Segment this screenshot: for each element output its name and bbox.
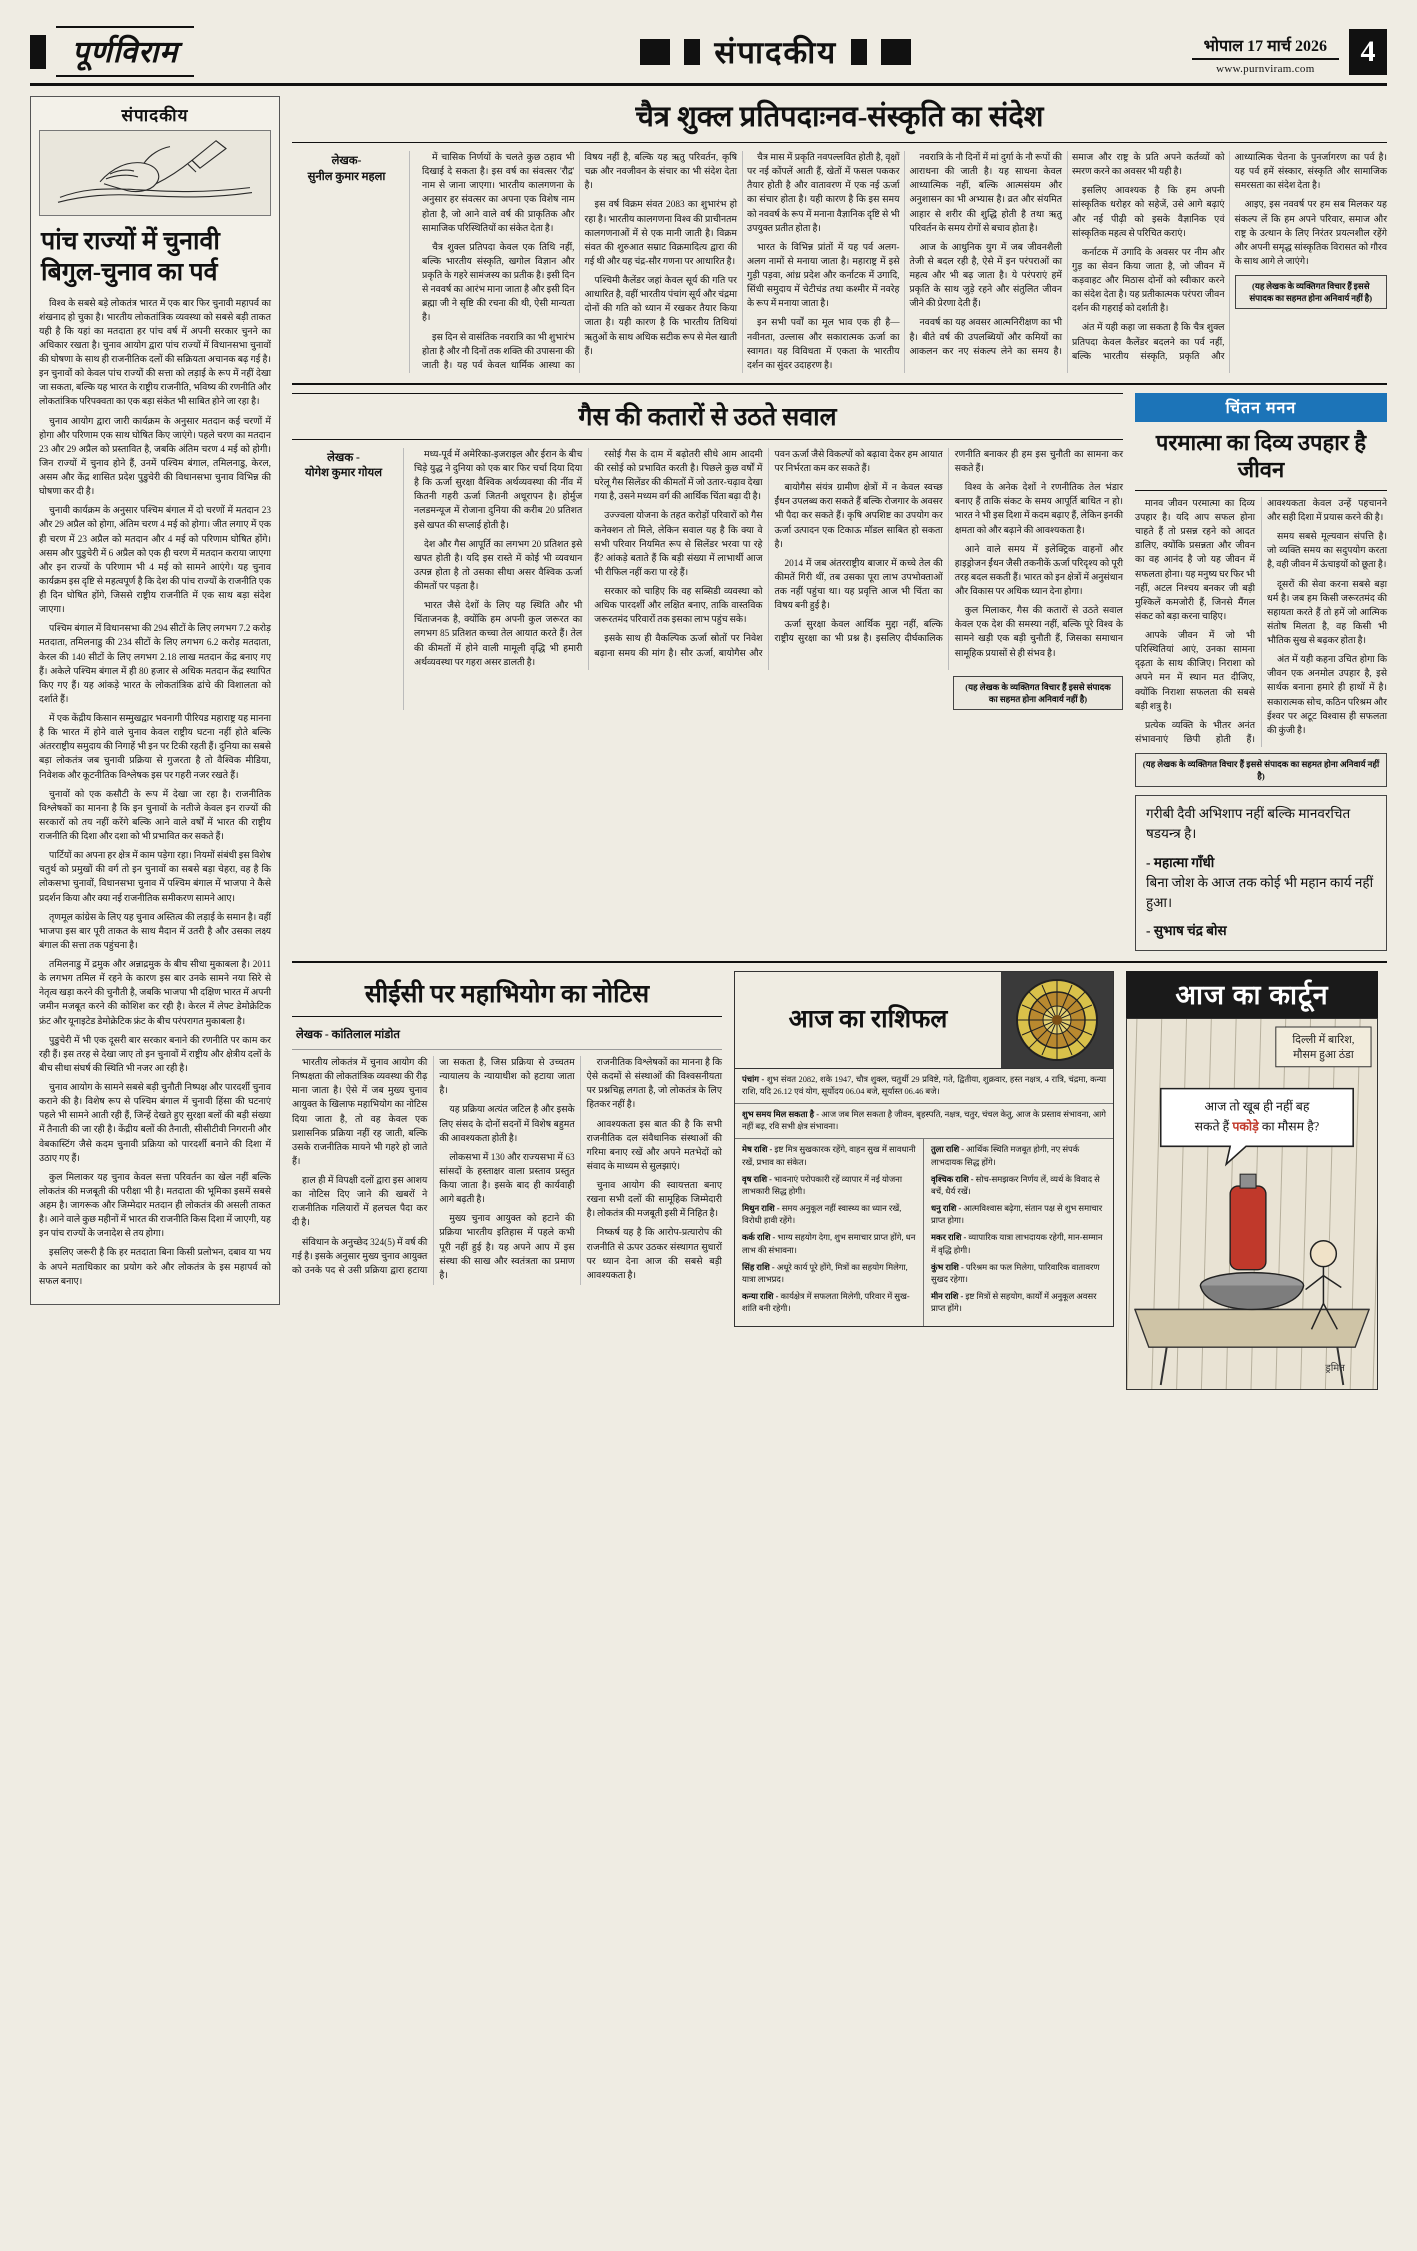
rashifal-section <box>734 971 1114 1390</box>
svg-text:सकते हैं पकोड़े का मौसम है?: सकते हैं पकोड़े का मौसम है? <box>1194 1118 1320 1133</box>
paragraph: इसलिए जरूरी है कि हर मतदाता बिना किसी प्रलोभन, दबाव या भय के अपने मताधिकार का प्रयोग करे और लोकतंत्र के इस महापर्व को सफल बनाए। <box>39 1248 271 1287</box>
website-url[interactable]: www.purnviram.com <box>1216 62 1315 75</box>
gas-byline <box>292 448 395 488</box>
rashifal-sign-text: आत्मविश्वास बढ़ेगा, संतान पक्ष से शुभ समाचार प्राप्त होगा। <box>931 1204 1103 1226</box>
rashifal-sign-name: धनु राशि - <box>931 1204 964 1214</box>
newspaper-logo: पूर्णविराम <box>56 26 194 77</box>
quote-author: - सुभाष चंद्र बोस <box>1146 923 1227 939</box>
good-time-block <box>735 1104 1113 1139</box>
paragraph: आज के आधुनिक युग में जब जीवनशैली तेजी से बदल रही है, ऐसे में इन परंपराओं का महत्व और भी बढ़ जाता है। ये परंपराएं हमें प्रकृति के साथ जुड़े रहने और संतुलित जीवन जीने की प्रेरणा देती हैं। <box>909 242 1062 310</box>
rashifal-sign-text: इष्ट मित्र सुखकारक रहेंगे, वाहन सुख में सावधानी रखें, प्रभाव का संकेत। <box>742 1145 916 1167</box>
editorial-headline: पांच राज्यों में चुनावी बिगुल-चुनाव का पर्व <box>41 228 220 287</box>
rashifal-sign-name: वृष राशि - <box>742 1174 775 1184</box>
rashifal-sign-text: अधूरे कार्य पूरे होंगे, मित्रों का सहयोग मिलेगा, यात्रा लाभप्रद। <box>742 1262 908 1284</box>
rashifal-item <box>931 1174 1106 1198</box>
quote-author: - महात्मा गाँधी <box>1146 854 1215 870</box>
chintan-headline: परमात्मा का दिव्य उपहार है जीवन <box>1135 422 1387 491</box>
paragraph: आवश्यकता इस बात की है कि सभी राजनीतिक दल संवैधानिक संस्थाओं की गरिमा बनाए रखें और अपने मतभेदों को संवाद के माध्यम से सुलझाएं। <box>586 1119 722 1172</box>
chintan-note: (यह लेखक के व्यक्तिगत विचार हैं इससे संपादक का सहमत होना अनिवार्य नहीं है) <box>1135 753 1387 787</box>
lead-article <box>292 96 1387 373</box>
rashifal-sign-name: कर्क राशि - <box>742 1233 778 1243</box>
rashifal-sign-text: सोच-समझकर निर्णय लें, व्यर्थ के विवाद से बचें, धैर्य रखें। <box>931 1174 1100 1196</box>
second-row <box>292 393 1387 951</box>
chintan-body <box>1135 497 1387 747</box>
quote-text: गरीबी दैवी अभिशाप नहीं बल्कि मानवरचित षडयन्त्र है। <box>1146 806 1351 842</box>
quotes-box <box>1135 795 1387 951</box>
paragraph: हाल ही में विपक्षी दलों द्वारा इस आशय का नोटिस दिए जाने की खबरों ने राजनीतिक गलियारों में हलचल पैदा कर दी है। <box>292 1176 428 1229</box>
rashifal-sign-name: मकर राशि - <box>931 1233 969 1243</box>
paragraph: इन सभी पर्वों का मूल भाव एक ही है—नवीनता, उल्लास और सकारात्मक ऊर्जा का स्वागत। यह विविधता में एकता के भारतीय दर्शन का सुंदर उदाहरण है। <box>747 318 900 371</box>
masthead <box>30 26 1387 86</box>
paragraph: में एक केंद्रीय किसान सम्मुखद्वार भवनागी पीरियड महाराष्ट्र यह मानना है कि भारत में होने वाले चुनाव केवल राष्ट्रीय घटना नहीं होते बल्कि अंतरराष्ट्रीय समुदाय की निगाहें भी इन पर टिकी रहती हैं। दुनिया का सबसे बड़ा लोकतंत्र जब चुनावी प्रक्रिया से गुजरता है तो वैश्विक मीडिया, निवेशक और कूटनीतिक विश्लेषक इस पर गहरी नजर रखते हैं। <box>39 714 271 781</box>
rashifal-header <box>735 972 1113 1069</box>
gas-article <box>292 393 1123 951</box>
article-divider-1 <box>292 383 1387 385</box>
cartoon-section <box>1126 971 1378 1390</box>
decor-block-right <box>881 39 911 65</box>
paragraph: में चासिक निर्णयों के चलते कुछ ठहाव भी दिखाई दे सकता है। इस वर्ष का संवत्सर 'रौद्र' नाम से जाना जाएगा। भारतीय कालगणना के अनुसार हर संवत्सर का अपना एक विशेष नाम होता है, जो आने वाले वर्ष की प्राकृतिक और सामाजिक परिस्थितियों का संकेत देता है। <box>422 153 575 234</box>
editorial-column <box>30 96 280 1390</box>
paragraph: इस दिन से वासंतिक नवरात्रि का भी शुभारंभ होता है और नौ दिनों तक शक्ति की उपासना की जाती है। यह पर्व केवल धार्मिक आस्था का विषय नहीं है, बल्कि यह ऋतु परिवर्तन, कृषि चक्र और नवजीवन के संचार का भी संदेश देता है। <box>422 153 737 371</box>
paragraph: तृणमूल कांग्रेस के लिए यह चुनाव अस्तित्व की लड़ाई के समान है। वहीं भाजपा इस बार पूरी ताकत के साथ मैदान में उतरी है और उसका लक्ष्य बंगाल की सत्ता तक पहुंचना है। <box>39 912 271 951</box>
rashifal-sign-name: कुंभ राशि - <box>931 1262 966 1272</box>
gas-headline: गैस की कतारों से उठते सवाल <box>292 393 1123 440</box>
rashifal-item <box>742 1174 916 1198</box>
rashifal-item <box>931 1262 1106 1286</box>
paragraph: 2014 में जब अंतरराष्ट्रीय बाजार में कच्चे तेल की कीमतें गिरी थीं, तब उसका पूरा लाभ उपभोक्ताओं तक नहीं पहुंचा था। यह प्रवृत्ति आज भी चिंता का विषय बनी हुई है। <box>774 558 943 612</box>
decor-block-left2 <box>684 39 700 65</box>
rashifal-sign-name: मीन राशि - <box>931 1292 966 1302</box>
paragraph: प्रत्येक व्यक्ति के भीतर अनंत संभावनाएं छिपी होती हैं। आवश्यकता केवल उन्हें पहचानने और सही दिशा में प्रयास करने की है। <box>1135 498 1387 745</box>
lead-byline-name: सुनील कुमार महला <box>307 170 386 183</box>
paragraph: कुल मिलाकर यह चुनाव केवल सत्ता परिवर्तन का खेल नहीं बल्कि लोकतंत्र की मजबूती की परीक्षा भी है। मतदाता की भूमिका इसमें सबसे अहम है। जागरूक और जिम्मेदार मतदान ही लोकतंत्र की असली ताकत है। आने वाले कुछ महीनों में भारत की राजनीति किस दिशा में जाएगी, यह इन पांच राज्यों के जनादेश से तय होगा। <box>39 1172 271 1240</box>
svg-text:आज तो खूब ही नहीं बह: आज तो खूब ही नहीं बह <box>1204 1099 1310 1114</box>
rashifal-sign-name: मेष राशि - <box>742 1145 775 1155</box>
rashifal-sign-text: व्यापारिक यात्रा लाभदायक रहेगी, मान-सम्मान में वृद्धि होगी। <box>931 1233 1103 1255</box>
paragraph: चैत्र मास में प्रकृति नवपल्लवित होती है, वृक्षों पर नई कोंपलें आती हैं, खेतों में फसल पककर तैयार होती है और वातावरण में एक नई ऊर्जा का संचार होता है। यही कारण है कि इस समय को नववर्ष के रूप में मनाना वैज्ञानिक दृष्टि से भी उपयुक्त प्रतीत होता है। <box>747 153 900 234</box>
lead-headline: चैत्र शुक्ल प्रतिपदाःनव-संस्कृति का संदेश <box>292 96 1387 143</box>
svg-text:ड्रमित: ड्रमित <box>1325 1362 1345 1374</box>
paragraph: मध्य-पूर्व में अमेरिका-इजराइल और ईरान के बीच चिड़े युद्ध ने दुनिया को एक बार फिर चर्चा दिया दिया है कि ऊर्जा सुरक्षा वैश्विक अर्थव्यवस्था की नींव में कितनी गहरी ऊर्जा जितनी अधूरापन है। होर्मुज नलडमन्यूज में रोजाना दुनिया की करीब 20 प्रतिशत इसे खपत की सप्लाई होती है। <box>414 449 583 531</box>
svg-text:दिल्ली में बारिश,: दिल्ली में बारिश, <box>1292 1033 1355 1046</box>
main-content <box>30 96 1387 1390</box>
cec-byline-name: कांतिलाल मांडोत <box>331 1028 400 1041</box>
paragraph: इसलिए आवश्यक है कि हम अपनी सांस्कृतिक धरोहर को सहेजें, उसे आगे बढ़ाएं और नई पीढ़ी को इसके वैज्ञानिक एवं सांस्कृतिक महत्व से परिचित कराएं। <box>1072 186 1225 239</box>
cartoon-title: आज का कार्टून <box>1126 971 1378 1018</box>
decor-block-left <box>640 39 670 65</box>
paragraph: पश्चिमी कैलेंडर जहां केवल सूर्य की गति पर आधारित है, वहीं भारतीय पंचांग सूर्य और चंद्रमा दोनों की गति को ध्यान में रखकर तैयार किया जाता है। यही कारण है कि भारतीय तिथियां ऋतुओं के साथ अधिक सटीक रूप से मेल खाती हैं। <box>584 276 737 357</box>
rashifal-sign-name: मिथुन राशि - <box>742 1204 782 1214</box>
paragraph: आइए, इस नववर्ष पर हम सब मिलकर यह संकल्प लें कि हम अपने परिवार, समाज और राष्ट्र के उत्थान के लिए निरंतर प्रयत्नशील रहेंगे और अपनी समृद्ध सांस्कृतिक विरासत को गौरव के साथ आगे ले जाएंगे। <box>1234 200 1387 267</box>
svg-text:मौसम हुआ ठंडा: मौसम हुआ ठंडा <box>1293 1048 1354 1061</box>
paragraph: आपके जीवन में जो भी परिस्थितियां आएं, उनका सामना दृढ़ता के साथ कीजिए। निराशा को अपने मन में स्थान मत दीजिए, क्योंकि निराशा सफलता की सबसे बड़ी शत्रु है। <box>1135 631 1255 712</box>
panchang-block <box>735 1069 1113 1104</box>
paragraph: संविधान के अनुच्छेद 324(5) में वर्ष की गई है। इसके अनुसार मुख्य चुनाव आयुक्त को उनके पद से उसी प्रक्रिया द्वारा हटाया जा सकता है, जिस प्रक्रिया से उच्चतम न्यायालय के न्यायाधीश को हटाया जाता है। <box>292 1058 575 1276</box>
paragraph: मुख्य चुनाव आयुक्त को हटाने की प्रक्रिया भारतीय इतिहास में पहले कभी पूरी नहीं हुई है। यह अपने आप में इस संस्था की साख और स्वतंत्रता का प्रमाण है। <box>439 1214 575 1281</box>
chintan-manan-box <box>1135 393 1387 951</box>
paragraph: पश्चिम बंगाल में विधानसभा की 294 सीटों के लिए लगभग 7.2 करोड़ मतदाता, तमिलनाडु की 234 सीटों के लिए लगभग 6.2 करोड़ मतदाता, केरल की 140 सीटों के लिए लगभग 2.18 लाख मतदान केंद्र बनाए गए हैं। अकेले पश्चिम बंगाल में ही 80 हजार से अधिक मतदान केंद्र स्थापित किए गए हैं। यह आंकड़े भारत के लोकतांत्रिक ढांचे की विशालता को दर्शाते हैं। <box>39 624 271 705</box>
zodiac-wheel-icon <box>1001 972 1113 1068</box>
quote-text: बिना जोश के आज तक कोई भी महान कार्य नहीं हुआ। <box>1146 874 1374 911</box>
masthead-left <box>30 26 360 77</box>
quote-item <box>1146 804 1376 873</box>
paragraph: सरकार को चाहिए कि वह सब्सिडी व्यवस्था को अधिक पारदर्शी और लक्षित बनाए, ताकि वास्तविक जरूरतमंद परिवारों तक इसका लाभ पहुंच सके। <box>594 587 763 626</box>
paragraph: भारतीय लोकतंत्र में चुनाव आयोग की निष्पक्षता की लोकतांत्रिक व्यवस्था की रीढ़ माना जाता है। ऐसे में जब मुख्य चुनाव आयुक्त के खिलाफ महाभियोग का नोटिस दिया जाता है, तो वह केवल एक प्रशासनिक प्रक्रिया नहीं रह जाती, बल्कि उसके राजनीतिक मायने भी गहरे हो जाते हैं। <box>292 1058 428 1167</box>
cec-headline: सीईसी पर महाभियोग का नोटिस <box>292 971 722 1017</box>
paragraph: चुनाव आयोग की स्वायत्तता बनाए रखना सभी दलों की सामूहिक जिम्मेदारी है। लोकतंत्र की मजबूती इसी में निहित है। <box>586 1181 722 1220</box>
paragraph: ऊर्जा सुरक्षा केवल आर्थिक मुद्दा नहीं, बल्कि राष्ट्रीय सुरक्षा का भी प्रश्न है। इसलिए दीर्घकालिक रणनीति बनाकर ही हम इस चुनौती का सामना कर सकते हैं। <box>774 449 1123 645</box>
paragraph: इसके साथ ही वैकल्पिक ऊर्जा स्रोतों पर निवेश बढ़ाना समय की मांग है। सौर ऊर्जा, बायोगैस और पवन ऊर्जा जैसे विकल्पों को बढ़ावा देकर हम आयात पर निर्भरता कम कर सकते हैं। <box>594 449 943 659</box>
rashifal-item <box>931 1144 1106 1168</box>
paragraph: कुल मिलाकर, गैस की कतारों से उठते सवाल केवल एक देश की समस्या नहीं, बल्कि पूरे विश्व के सामने खड़ी एक बड़ी चुनौती हैं, जिसका समाधान सामूहिक प्रयासों से ही संभव है। <box>954 606 1123 659</box>
rashifal-item <box>742 1291 916 1315</box>
masthead-right <box>1192 29 1387 75</box>
rashifal-sign-text: आर्थिक स्थिति मजबूत होगी, नए संपर्क लाभदायक सिद्ध होंगे। <box>931 1145 1080 1167</box>
paragraph: रसोई गैस के दाम में बढ़ोतरी सीधे आम आदमी की रसोई को प्रभावित करती है। पिछले कुछ वर्षों में घरेलू गैस सिलेंडर की कीमतों में जो उतार-चढ़ाव देखा गया है, उसने मध्यम वर्ग की आर्थिक चिंता बढ़ा दी है। <box>594 449 763 503</box>
rashifal-sign-name: कन्या राशि - <box>742 1292 781 1302</box>
rashifal-item <box>742 1262 916 1286</box>
paragraph: नववर्ष का यह अवसर आत्मनिरीक्षण का भी है। बीते वर्ष की उपलब्धियों और कमियों का आकलन कर नए संकल्प लेने का समय है। समाज और राष्ट्र के प्रति अपने कर्तव्यों को स्मरण करने का अवसर भी यही है। <box>909 153 1225 357</box>
lead-byline <box>292 151 401 191</box>
cec-article <box>292 971 722 1390</box>
lead-article-note: (यह लेखक के व्यक्तिगत विचार हैं इससे संपादक का सहमत होना अनिवार्य नहीं है) <box>1235 275 1388 309</box>
panchang-heading: पंचांग - <box>742 1074 765 1084</box>
paragraph: लोकसभा में 130 और राज्यसभा में 63 सांसदों के हस्ताक्षर वाला प्रस्ताव प्रस्तुत किया जाता है। इसके बाद ही कार्यवाही आगे बढ़ती है। <box>439 1152 575 1206</box>
paragraph: तमिलनाडु में द्रमुक और अन्नाद्रमुक के बीच सीधा मुकाबला है। 2011 के लगभग तमिल में रहने के कारण इस बार उनके सामने नया सिरे से नेतृत्व खड़ा करने की चुनौती है, जबकि भाजपा भी दक्षिण भारत में अपनी जमीन मजबूत करने की कोशिश कर रही है। केरल में लेफ्ट डेमोक्रेटिक फ्रंट और यूनाइटेड डेमोक्रेटिक फ्रंट के बीच परंपरागत मुकाबला है। <box>39 960 271 1027</box>
good-time-text: आज जब मिल सकता है जीवन, बृहस्पति, नक्षत्र, चतुर, चंचल केतु, आज के प्रस्ताव संभावना, आगे नहीं बढ़, रवि सभी क्षेत्र संभावना। <box>742 1109 1106 1132</box>
paragraph: यह प्रक्रिया अत्यंत जटिल है और इसके लिए संसद के दोनों सदनों में विशेष बहुमत की आवश्यकता होती है। <box>439 1105 575 1144</box>
page-section-title: संपादकीय <box>714 34 838 70</box>
paragraph: दूसरों की सेवा करना सबसे बड़ा धर्म है। जब हम किसी जरूरतमंद की सहायता करते हैं तो हमें जो आत्मिक संतोष मिलता है, वह किसी भी भौतिक सुख से बढ़कर होता है। <box>1267 579 1387 646</box>
rashifal-sign-text: भाग्य सहयोग देगा, शुभ समाचार प्राप्त होंगे, धन लाभ की संभावना। <box>742 1233 916 1255</box>
gas-byline-name: योगेश कुमार गोयल <box>304 467 382 480</box>
rashifal-sign-text: भावनाएं परोपकारी रहें व्यापार में नई योजना लाभकारी सिद्ध होगी। <box>742 1174 903 1196</box>
quote-item <box>1146 873 1376 942</box>
rashifal-sign-text: समय अनुकूल नहीं स्वास्थ्य का ध्यान रखें, विरोधी हावी रहेंगे। <box>742 1204 902 1226</box>
rashifal-sign-text: इष्ट मित्रों से सहयोग, कार्यों में अनुकूल अवसर प्राप्त होंगे। <box>931 1292 1097 1314</box>
rashifal-item <box>931 1291 1106 1315</box>
paragraph: आने वाले समय में इलेक्ट्रिक वाहनों और हाइड्रोजन ईंधन जैसी तकनीकें ऊर्जा परिदृश्य को पूरी तरह बदल सकती हैं। भारत को इन क्षेत्रों में अनुसंधान और विकास पर अधिक ध्यान देना होगा। <box>954 544 1123 597</box>
editorial-body <box>39 297 271 1289</box>
cartoon-image <box>1126 1018 1378 1390</box>
gas-article-note: (यह लेखक के व्यक्तिगत विचार हैं इससे संपादक का सहमत होना अनिवार्य नहीं है) <box>953 676 1123 710</box>
paragraph: कर्नाटक में उगादि के अवसर पर नीम और गुड़ का सेवन किया जाता है, जो जीवन में कड़वाहट और मिठास दोनों को स्वीकार करने का संदेश देता है। यह प्रतीकात्मक परंपरा जीवन दर्शन की गहराई को दर्शाती है। <box>1072 247 1225 315</box>
paragraph: विश्व के अनेक देशों ने रणनीतिक तेल भंडार बनाए हैं ताकि संकट के समय आपूर्ति बाधित न हो। भारत ने भी इस दिशा में कदम बढ़ाए हैं, लेकिन इनकी क्षमता को और बढ़ाने की आवश्यकता है। <box>954 483 1123 536</box>
bottom-row <box>292 961 1387 1390</box>
cec-byline-role: लेखक - <box>296 1028 329 1041</box>
decor-block-right2 <box>851 39 867 65</box>
paragraph: अंत में यही कहा जा सकता है कि चैत्र शुक्ल प्रतिपदा केवल कैलेंडर बदलने का पर्व नहीं, बल्कि भारतीय संस्कृति, प्रकृति और आध्यात्मिक चेतना के पुनर्जागरण का पर्व है। यह पर्व हमें संस्कार, संस्कृति और सामाजिक समरसता का संदेश देता है। <box>1072 153 1387 362</box>
rashifal-sign-text: परिश्रम का फल मिलेगा, पारिवारिक वातावरण सुखद रहेगा। <box>931 1262 1100 1284</box>
articles-column <box>292 96 1387 1390</box>
writing-hand-illustration <box>39 130 271 216</box>
paragraph: मानव जीवन परमात्मा का दिव्य उपहार है। यदि आप सफल होना चाहते हैं तो प्रसन्न रहने को आदत डालिए, क्योंकि प्रसन्नता और जीवन का वह आनंद है जो यह जीवन में सफलता होना। यह मनुष्य घर फिर भी नहीं, अटल निश्चय बनकर जी बड़ी मुश्किलें कमजोरी हैं, जिनसे मैंगल संकट को बड़ा करना चाहिए। <box>1135 498 1255 622</box>
paragraph: चुनाव आयोग के सामने सबसे बड़ी चुनौती निष्पक्ष और पारदर्शी चुनाव कराने की है। विशेष रूप से पश्चिम बंगाल में चुनावी हिंसा की घटनाएं पहले भी सामने आती रही हैं, जिन्हें देखते हुए सुरक्षा बलों की बड़ी संख्या में तैनाती की जा रही है। केंद्रीय बलों की तैनाती, सीसीटीवी निगरानी और वेबकास्टिंग जैसे कदम चुनावी प्रक्रिया को पारदर्शी बनाने की दिशा में उठाए गए हैं। <box>39 1083 271 1164</box>
gas-byline-role: लेखक - <box>327 451 360 464</box>
masthead-bar <box>30 35 46 69</box>
paragraph: अंत में यही कहना उचित होगा कि जीवन एक अनमोल उपहार है, इसे सार्थक बनाना हमारे ही हाथों में है। सकारात्मक सोच, कठिन परिश्रम और ईश्वर पर अटूट विश्वास ही सफलता की कुंजी है। <box>1267 655 1387 736</box>
paragraph: पार्टियों का अपना हर क्षेत्र में काम पड़ेगा रहा। नियमों संबंधी इस विशेष चतुर्थ को प्रमुखों की वर्ग तो इन चुनावों का सबसे बड़ा चेहरा, वह है कि लोकसभा चुनावों, विधानसभा चुनाव में पश्चिम बंगाल में भाजपा ने कैसे प्रदर्शन किया और क्या नई राजनीतिक समीकरण सामने आए। <box>39 851 271 904</box>
panchang-text: शुभ संवत 2082, शके 1947, चौत्र शुक्ल, चतुर्थी 29 प्रविष्टे, गते, द्वितीया, शुक्रवार, हस्त नक्षत्र, 4 रात्रि, चंद्रमा, कन्या राशि, यदि 26.12 एवं योग, सूर्योदय 06.04 बजे, सूर्यास्त 06.46 बजे। <box>742 1074 1107 1096</box>
chintan-band-label: चिंतन मनन <box>1135 393 1387 422</box>
paragraph: देश और गैस आपूर्ति का लगभग 20 प्रतिशत इसे खपत होती है। यदि इस रास्ते में कोई भी व्यवधान उत्पन्न होता है तो उसका सीधा असर वैश्विक ऊर्जा कीमतों पर पड़ता है। <box>414 539 583 592</box>
paragraph: चुनाव आयोग द्वारा जारी कार्यक्रम के अनुसार मतदान कई चरणों में होगा और परिणाम एक साथ घोषित किए जाएंगे। पहले चरण का मतदान 23 और 29 अप्रैल को प्रस्तावित है, जबकि अंतिम चरण 4 मई को होगी। जिन राज्यों में चुनाव होने हैं, उनमें पश्चिम बंगाल, तमिलनाडु, केरल, असम और केंद्र शासित प्रदेश पुडुचेरी की विधानसभा चुनाव विभिन्न की घोषणा कर दी है। <box>39 416 271 498</box>
lead-article-body <box>422 151 1387 373</box>
paragraph: उज्ज्वला योजना के तहत करोड़ों परिवारों को गैस कनेक्शन तो मिले, लेकिन सवाल यह है कि क्या वे सभी परिवार नियमित रूप से सिलेंडर भरवा पा रहे हैं? आंकड़े बताते हैं कि बड़ी संख्या में लाभार्थी आज भी रीफिल नहीं करा पा रहे हैं। <box>594 511 763 578</box>
rashifal-sign-name: सिंह राशि - <box>742 1262 777 1272</box>
gas-article-body <box>414 448 1123 670</box>
rashifal-item <box>931 1203 1106 1227</box>
rashifal-item <box>742 1232 916 1256</box>
paragraph: चुनावी कार्यक्रम के अनुसार पश्चिम बंगाल में दो चरणों में मतदान 23 और 29 अप्रैल को होगा, अंतिम चरण 4 मई को होगा। जीत लगाए में एक ही चरण में 23 अप्रैल को मतदान और 4 मई को परिणाम घोषित होंगे। असम और पुडुचेरी में 6 अप्रैल को एक ही चरण में मतदान कराया जाएगा और इन राज्यों के परिणाम भी 4 मई को सामने आएंगे। यह चुनाव कार्यक्रम इस दृष्टि से महत्वपूर्ण है कि देश की पांच राज्यों के राजनीति एक ही दिन घोषित होंगे, जिससे राष्ट्रीय राजनीति में एक साथ बड़ा संदेश जाएगा। <box>39 506 271 616</box>
paragraph: नवरात्रि के नौ दिनों में मां दुर्गा के नौ रूपों की आराधना की जाती है। यह साधना केवल आध्यात्मिक नहीं, बल्कि आत्मसंयम और अनुशासन का भी अभ्यास है। व्रत और संयमित आहार से शरीर की शुद्धि होती है तथा ऋतु परिवर्तन के समय रोगों से बचाव होता है। <box>909 153 1062 234</box>
rashifal-item <box>931 1232 1106 1256</box>
paragraph: भारत जैसे देशों के लिए यह स्थिति और भी चिंताजनक है, क्योंकि हम अपनी कुल जरूरत का लगभग 85 प्रतिशत कच्चा तेल आयात करते हैं। तेल की कीमतों में होने वाली मामूली वृद्धि भी हमारी अर्थव्यवस्था पर गहरा असर डालती है। <box>414 601 583 668</box>
paragraph: समय सबसे मूल्यवान संपत्ति है। जो व्यक्ति समय का सदुपयोग करता है, वही जीवन में ऊंचाइयों को छूता है। <box>1267 532 1387 571</box>
paragraph: पुडुचेरी में भी एक दूसरी बार सरकार बनाने की रणनीति पर काम कर रही हैं। इस तरह से देखा जाए तो इन चुनावों में राष्ट्रीय और क्षेत्रीय दलों के बीच सीधा संघर्ष की स्थिति भी नजर आ रही है। <box>39 1035 271 1074</box>
editorial-box <box>30 96 280 1305</box>
good-time-heading: शुभ समय मिल सकता है - <box>742 1109 820 1119</box>
lead-byline-role: लेखक- <box>331 155 362 167</box>
paragraph: निष्कर्ष यह है कि आरोप-प्रत्यारोप की राजनीति से ऊपर उठकर संस्थागत सुधारों पर ध्यान देना आज की सबसे बड़ी आवश्यकता है। <box>586 1228 722 1281</box>
paragraph: बायोगैस संयंत्र ग्रामीण क्षेत्रों में न केवल स्वच्छ ईंधन उपलब्ध करा सकते हैं बल्कि रोजगार के अवसर भी पैदा कर सकते हैं। कृषि अपशिष्ट का उपयोग कर ऊर्जा उत्पादन एक टिकाऊ मॉडल साबित हो सकता है। <box>774 483 943 550</box>
paragraph: राजनीतिक विश्लेषकों का मानना है कि ऐसे कदमों से संस्थाओं की विश्वसनीयता पर प्रश्नचिह्न लगता है, जो लोकतंत्र के लिए हितकर नहीं है। <box>586 1058 722 1111</box>
rashifal-sign-name: वृश्चिक राशि - <box>931 1174 976 1184</box>
dateline: भोपाल 17 मार्च 2026 <box>1192 34 1339 60</box>
cec-article-body <box>292 1056 722 1285</box>
rashifal-item <box>742 1144 916 1168</box>
paragraph: चुनावों को एक कसौटी के रूप में देखा जा रहा है। राजनीतिक विश्लेषकों का मानना है कि इन चुनावों के नतीजे केवल इन राज्यों की सरकारों को तय नहीं करेंगे बल्कि आने वाले वर्षों में भारत की राष्ट्रीय राजनीति की दिशा और दशा को भी प्रभावित कर सकते हैं। <box>39 789 271 842</box>
rashifal-left-column <box>735 1139 924 1325</box>
paragraph: इस वर्ष विक्रम संवत 2083 का शुभारंभ हो रहा है। भारतीय कालगणना विश्व की प्राचीनतम कालगणनाओं में से एक मानी जाती है। विक्रम संवत की शुरुआत सम्राट विक्रमादित्य द्वारा की गई थी और यह चंद्र-सौर गणना पर आधारित है। <box>584 200 737 267</box>
rashifal-right-column <box>924 1139 1113 1325</box>
paragraph: भारत के विभिन्न प्रांतों में यह पर्व अलग-अलग नामों से मनाया जाता है। महाराष्ट्र में इसे गुड़ी पड़वा, आंध्र प्रदेश और कर्नाटक में उगादि, सिंधी समुदाय में चेटीचंड तथा कश्मीर में नवरेह के रूप में मनाया जाता है। <box>747 242 900 310</box>
cec-byline <box>292 1025 722 1051</box>
page-number: 4 <box>1349 29 1387 75</box>
rashifal-title: आज का राशिफल <box>788 1005 948 1033</box>
paragraph: चैत्र शुक्ल प्रतिपदा केवल एक तिथि नहीं, बल्कि भारतीय संस्कृति, खगोल विज्ञान और प्रकृति के गहरे सामंजस्य का प्रतीक है। इसी दिन से नववर्ष का आरंभ माना जाता है और इसी दिन ब्रह्मा जी ने सृष्टि की रचना की थी, ऐसी मान्यता है। <box>422 242 575 324</box>
rashifal-sign-name: तुला राशि - <box>931 1145 967 1155</box>
rashifal-sign-text: कार्यक्षेत्र में सफलता मिलेगी, परिवार में सुख-शांति बनी रहेगी। <box>742 1292 910 1314</box>
paragraph: विश्व के सबसे बड़े लोकतंत्र भारत में एक बार फिर चुनावी महापर्व का शंखनाद हो चुका है। भारतीय लोकतांत्रिक व्यवस्था को सबसे बड़ी ताकत यही है कि यहां का मतदाता हर पांच वर्ष में अपनी सरकार चुनने का अधिकार रखता है। चुनाव आयोग द्वारा पांच राज्यों में विधानसभा चुनावों की घोषणा के साथ ही राजनीतिक दलों की सक्रियता अचानक बढ़ गई है। इन चुनावों को केवल पांच राज्यों की सत्ता को लड़ाई के रूप में नहीं देखा जा सकता, बल्कि यह भारत के राष्ट्रीय राजनीति, भविष्य की रणनीति और लोकतांत्रिक परिपक्वता का एक बड़ा संकेत भी साबित होने जा रहा है। <box>39 298 271 408</box>
masthead-center <box>360 31 1192 73</box>
rashifal-item <box>742 1203 916 1227</box>
editorial-label: संपादकीय <box>121 106 189 125</box>
